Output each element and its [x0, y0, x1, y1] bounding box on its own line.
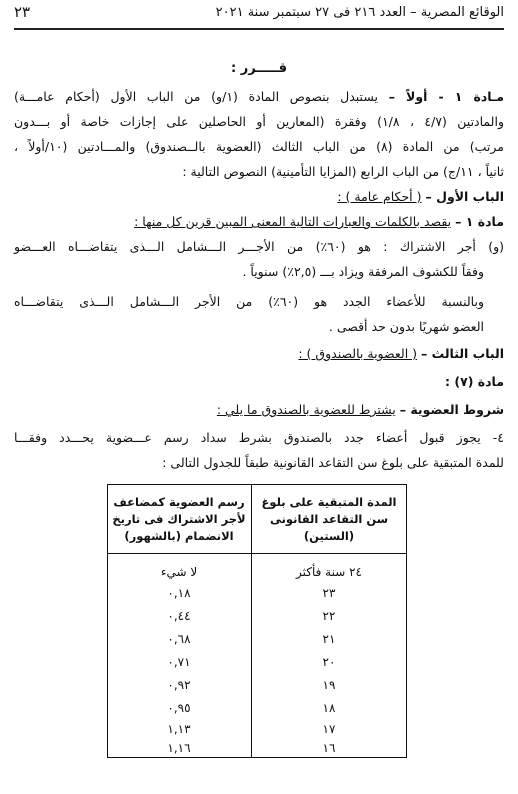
article1-def-label: مادة ١ – — [455, 214, 504, 229]
chapter1-heading — [14, 188, 504, 206]
page-number: ٢٣ — [14, 3, 31, 21]
article1-line2: والمادتين (٤/٧ ، ١/٨) وفقرة (المعارين أو الحاصلين على إجازات خاصة أو بـــدون — [14, 114, 504, 129]
membership-conditions — [14, 401, 504, 419]
membership-fee-table — [107, 484, 407, 758]
row-multiplier: ٠,٦٨ — [167, 632, 191, 646]
row-age: ٢٣ — [322, 586, 336, 600]
header-remaining-period: المدة المتبقية على بلوغ سن التقاعد القانونى (الستين) — [251, 485, 406, 553]
row-multiplier: ١,١٣ — [167, 722, 191, 736]
table-header-rule — [108, 553, 406, 554]
article1-label: مـادة ١ - أولاً – — [388, 89, 504, 104]
row-age: ٢٠ — [322, 655, 336, 669]
row-multiplier: ١,١٦ — [167, 741, 191, 755]
article1-line4: ثانياً ، ١١/ج) من الباب الرابع (المزايا التأمينية) النصوص التالية : — [182, 164, 504, 179]
row-multiplier: ٠,٤٤ — [167, 609, 191, 623]
new-members-line1: وبالنسبة للأعضاء الجدد هو (٦٠٪) من الأجر الـــشامل الـــذى يتقاضـــاه — [14, 294, 484, 309]
clause4-line1: ٤- يجوز قبول أعضاء جدد بالصندوق بشرط سداد رسم عـــضوية يحـــدد وفقـــا — [14, 430, 504, 445]
chapter3-title: ( العضوية بالصندوق ) : — [298, 346, 418, 361]
row-age: ١٨ — [322, 701, 336, 715]
gazette-header-title: الوقائع المصرية – العدد ٢١٦ فى ٢٧ سبتمبر سنة ٢٠٢١ — [215, 5, 504, 20]
row-multiplier: ٠,٩٥ — [167, 701, 191, 715]
chapter3-heading — [14, 345, 504, 363]
row-age: ٢٤ سنة فأكثر — [296, 565, 362, 579]
article1-def-text: يقصد بالكلمات والعبارات التالية المعنى المبين قرين كل منها : — [134, 214, 452, 229]
clause4-line2: للمدة المتبقية على بلوغ سن التقاعد القانونية طبقاً للجدول التالى : — [162, 455, 504, 470]
header-rule — [14, 28, 504, 30]
new-members-line2: العضو شهريًا بدون حد أقصى . — [328, 319, 484, 334]
article1-line3: مرتب) من المادة (٨) من الباب الثالث (العضوية بالــصندوق) والمـــادتين (١٠/أولاً ، — [14, 139, 504, 154]
row-age: ١٧ — [322, 722, 336, 736]
row-age: ١٩ — [322, 678, 336, 692]
membership-conditions-label: شروط العضوية – — [399, 402, 504, 417]
chapter1-label: الباب الأول – — [425, 189, 504, 204]
chapter3-label: الباب الثالث – — [421, 346, 504, 361]
page-header — [14, 3, 504, 25]
chapter1-title: ( أحكام عامة ) : — [337, 189, 422, 204]
row-multiplier: ٠,١٨ — [167, 586, 191, 600]
header-membership-fee: رسم العضوية كمضاعف لأجر الاشتراك فى تاريخ الانضمام (بالشهور) — [112, 494, 246, 543]
article1-definition — [14, 213, 504, 231]
row-multiplier: ٠,٩٢ — [167, 678, 191, 692]
article1-text-l1: يستبدل بنصوص المادة (١/و) من الباب الأول (أحكام عامـــة) — [14, 89, 378, 104]
membership-conditions-text: يشترط للعضوية بالصندوق ما يلي : — [216, 402, 396, 417]
row-age: ٢١ — [322, 632, 336, 646]
row-age: ١٦ — [322, 741, 336, 755]
row-multiplier: لا شيء — [160, 565, 198, 579]
para-w-line2: وفقاً للكشوف المرفقة ويزاد بـــ (٢,٥٪) سنوياً . — [242, 264, 484, 279]
para-w-line1: (و) أجر الاشتراك : هو (٦٠٪) من الأجـــر الـــشامل الـــذى يتقاضـــاه العـــضو — [14, 239, 504, 254]
article7-heading: مادة (٧) : — [444, 374, 504, 389]
row-multiplier: ٠,٧١ — [167, 655, 191, 669]
row-age: ٢٢ — [322, 609, 336, 623]
article1-line1 — [14, 88, 504, 106]
decree-title: قـــــرر : — [230, 61, 288, 76]
